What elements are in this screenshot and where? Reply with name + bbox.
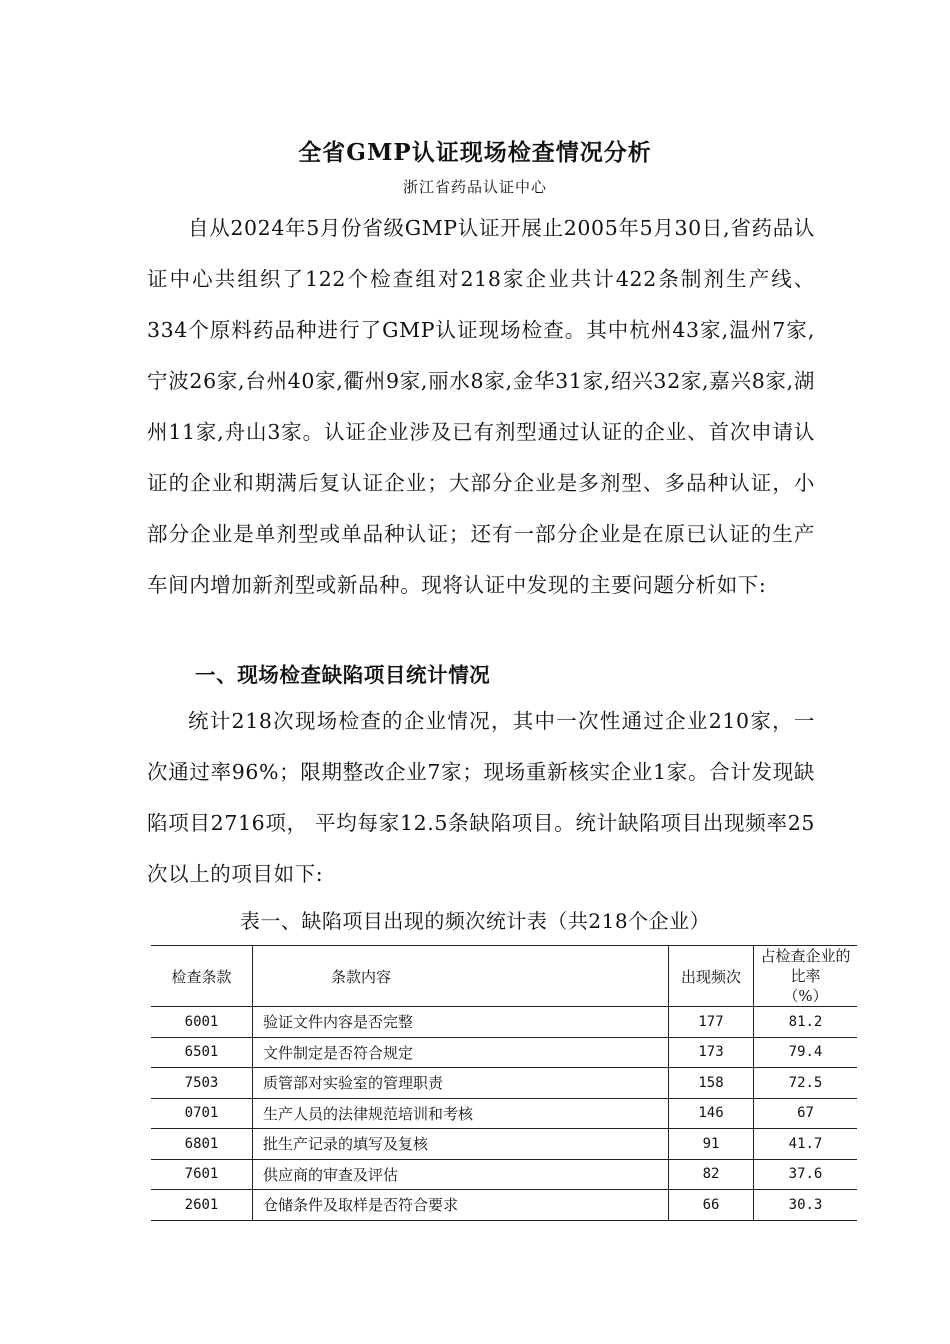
document-title: 全省GMP认证现场检查情况分析: [298, 139, 652, 166]
header-frequency: 出现频次: [669, 946, 754, 1007]
cell-clause: 6001: [151, 1007, 253, 1038]
cell-ratio: 72.5: [754, 1068, 858, 1099]
cell-content: 文件制定是否符合规定: [253, 1037, 669, 1068]
cell-ratio: 37.6: [754, 1159, 858, 1190]
statistics-paragraph: 统计218次现场检查的企业情况，其中一次性通过企业210家，一次通过率96%；限期整改企业7家；现场重新核实企业1家。合计发现缺陷项目2716项， 平均每家12.5条缺陷项目。统计缺陷项目出现频率25次以上的项目如下:: [147, 709, 815, 886]
cell-frequency: 146: [669, 1098, 754, 1129]
intro-paragraph: 自从2024年5月份省级GMP认证开展止2005年5月30日,省药品认证中心共组织了122个检查组对218家企业共计422条制剂生产线、334个原料药品种进行了GMP认证现场检查。其中杭州43家,温州7家,宁波26家,台州40家,衢州9家,丽水8家,金华31家,绍兴32家,嘉兴8家,湖州11家,舟山3家。认证企业涉及已有剂型通过认证的企业、首次申请认证的企业和期满后复认证企业；大部分企业是多剂型、多品种认证，小部分企业是单剂型或单品种认证；还有一部分企业是在原已认证的生产车间内增加新剂型或新品种。现将认证中发现的主要问题分析如下:: [147, 216, 815, 597]
cell-content: 仓储条件及取样是否符合要求: [253, 1190, 669, 1221]
header-ratio-line1: 占检查企业的比率: [760, 947, 851, 985]
cell-content: 供应商的审查及评估: [253, 1159, 669, 1190]
cell-frequency: 91: [669, 1129, 754, 1160]
cell-ratio: 41.7: [754, 1129, 858, 1160]
cell-clause: 7503: [151, 1068, 253, 1099]
table-header-row: [151, 946, 857, 1007]
table-row: [151, 1159, 857, 1190]
header-ratio-line2: （%）: [783, 987, 828, 1005]
table-row: [151, 1190, 857, 1221]
cell-content: 批生产记录的填写及复核: [253, 1129, 669, 1160]
cell-clause: 6801: [151, 1129, 253, 1160]
cell-clause: 6501: [151, 1037, 253, 1068]
cell-ratio: 79.4: [754, 1037, 858, 1068]
cell-ratio: 67: [754, 1098, 858, 1129]
header-content: 条款内容: [253, 946, 669, 1007]
cell-frequency: 177: [669, 1007, 754, 1038]
header-ratio: [754, 946, 858, 1007]
defect-frequency-table: [151, 945, 857, 1221]
cell-frequency: 173: [669, 1037, 754, 1068]
cell-content: 质管部对实验室的管理职责: [253, 1068, 669, 1099]
header-clause: 检查条款: [151, 946, 253, 1007]
cell-frequency: 82: [669, 1159, 754, 1190]
table-row: [151, 1129, 857, 1160]
table-row: [151, 1007, 857, 1038]
cell-content: 验证文件内容是否完整: [253, 1007, 669, 1038]
section-heading: 一、现场检查缺陷项目统计情况: [195, 663, 491, 687]
cell-content: 生产人员的法律规范培训和考核: [253, 1098, 669, 1129]
document-subtitle: 浙江省药品认证中心: [402, 178, 547, 196]
table-row: [151, 1037, 857, 1068]
table-row: [151, 1068, 857, 1099]
table-row: [151, 1098, 857, 1129]
table-caption: 表一、缺陷项目出现的频次统计表（共218个企业）: [239, 909, 711, 933]
cell-clause: 2601: [151, 1190, 253, 1221]
cell-frequency: 66: [669, 1190, 754, 1221]
cell-ratio: 30.3: [754, 1190, 858, 1221]
cell-ratio: 81.2: [754, 1007, 858, 1038]
cell-clause: 0701: [151, 1098, 253, 1129]
cell-frequency: 158: [669, 1068, 754, 1099]
cell-clause: 7601: [151, 1159, 253, 1190]
